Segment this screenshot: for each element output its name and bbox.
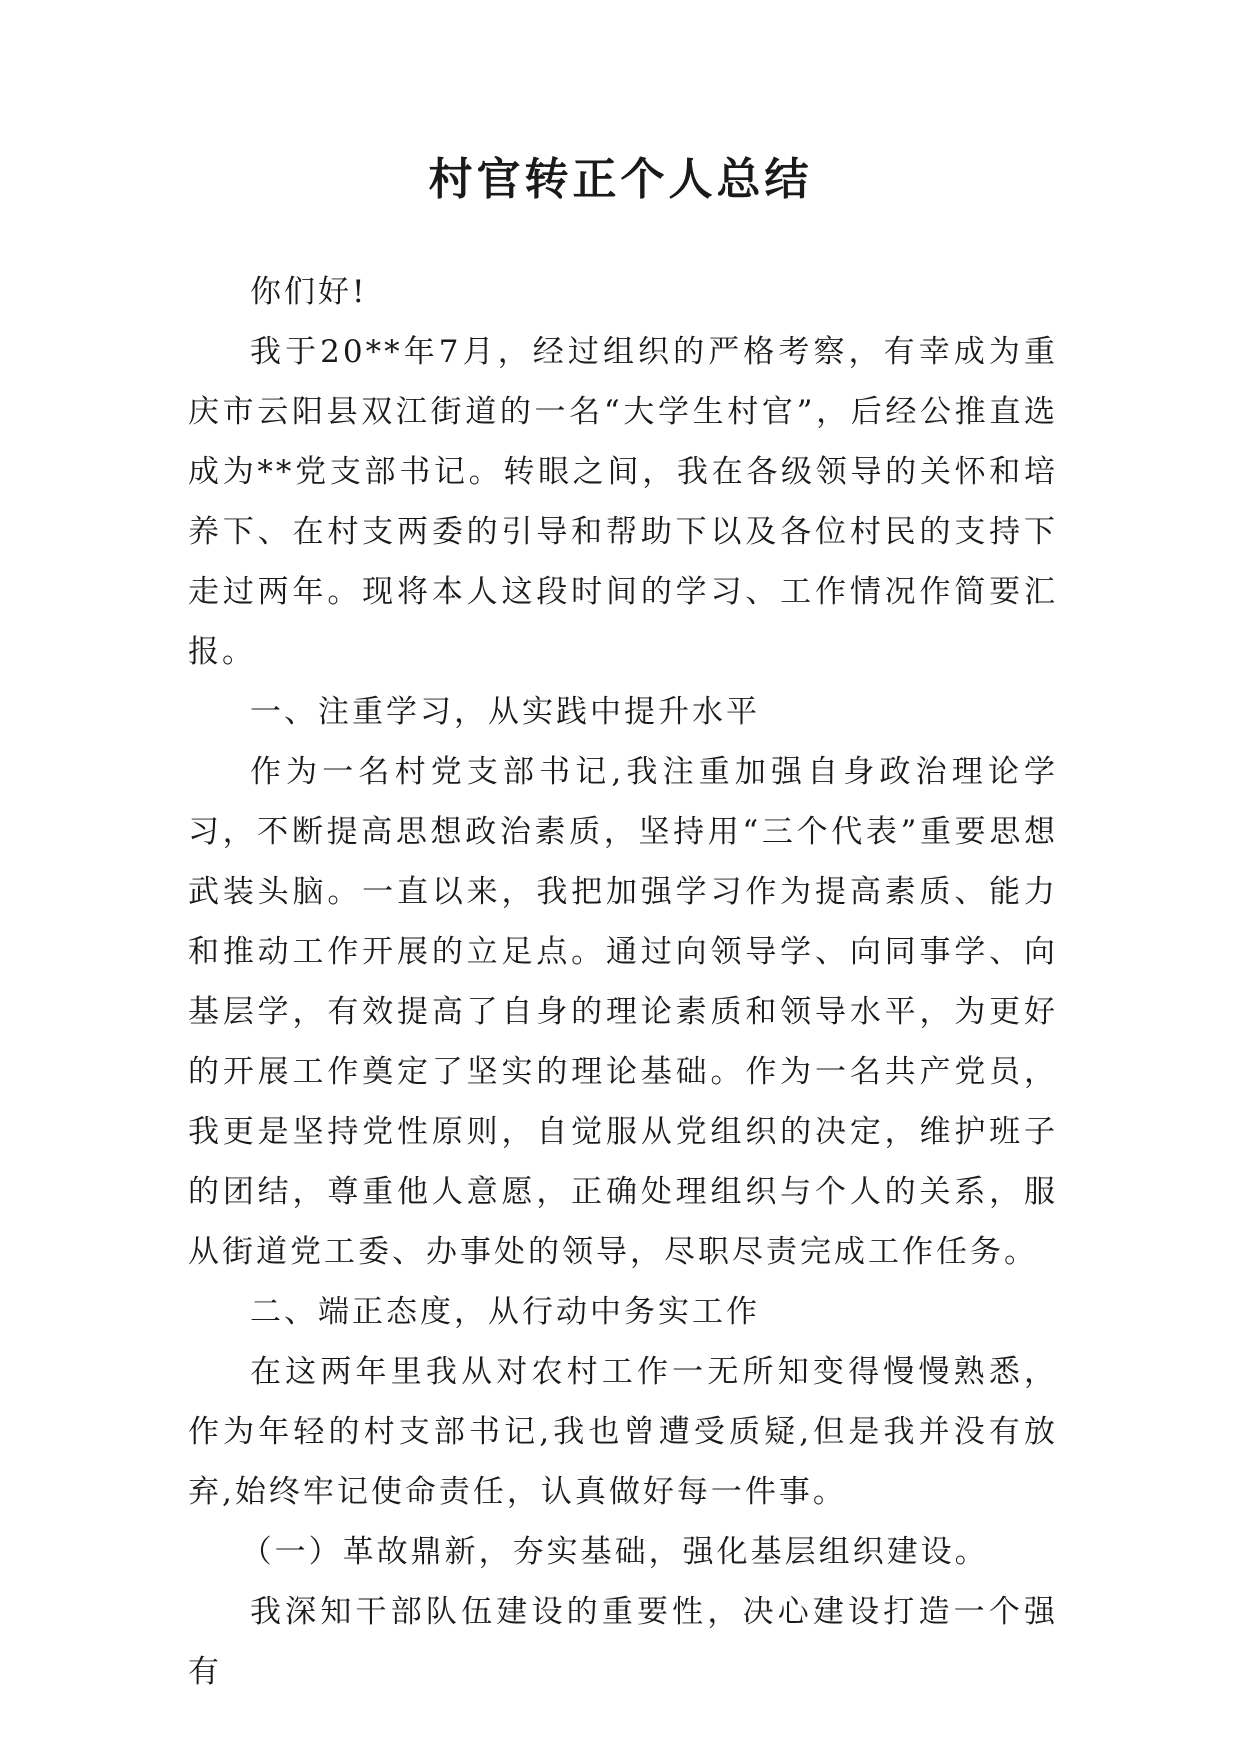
intro-paragraph: 我于20**年7月，经过组织的严格考察，有幸成为重庆市云阳县双江街道的一名“大学生村官”，后经公推直选成为**党支部书记。转眼之间，我在各级领导的关怀和培养下、在村支两委的引导和帮助下以及各位村民的支持下走过两年。现将本人这段时间的学习、工作情况作简要汇报。 bbox=[188, 334, 1058, 670]
section-heading-2: 二、端正态度，从行动中务实工作 bbox=[250, 1294, 760, 1330]
subsection-1-paragraph: 我深知干部队伍建设的重要性，决心建设打造一个强有 bbox=[188, 1594, 1058, 1690]
document-body bbox=[188, 262, 1058, 1702]
section-heading-1: 一、注重学习，从实践中提升水平 bbox=[250, 694, 760, 730]
section-1-paragraph: 作为一名村党支部书记,我注重加强自身政治理论学习，不断提高思想政治素质，坚持用“三个代表”重要思想武装头脑。一直以来，我把加强学习作为提高素质、能力和推动工作开展的立足点。通过向领导学、向同事学、向基层学，有效提高了自身的理论素质和领导水平，为更好的开展工作奠定了坚实的理论基础。作为一名共产党员，我更是坚持党性原则，自觉服从党组织的决定，维护班子的团结，尊重他人意愿，正确处理组织与个人的关系，服从街道党工委、办事处的领导，尽职尽责完成工作任务。 bbox=[188, 754, 1058, 1270]
greeting-paragraph: 你们好! bbox=[250, 274, 368, 310]
document-title: 村官转正个人总结 bbox=[428, 154, 813, 205]
subsection-heading-1: （一）革故鼎新，夯实基础，强化基层组织建设。 bbox=[240, 1534, 989, 1570]
section-2-paragraph: 在这两年里我从对农村工作一无所知变得慢慢熟悉，作为年轻的村支部书记,我也曾遭受质疑,但是我并没有放弃,始终牢记使命责任，认真做好每一件事。 bbox=[188, 1354, 1058, 1510]
